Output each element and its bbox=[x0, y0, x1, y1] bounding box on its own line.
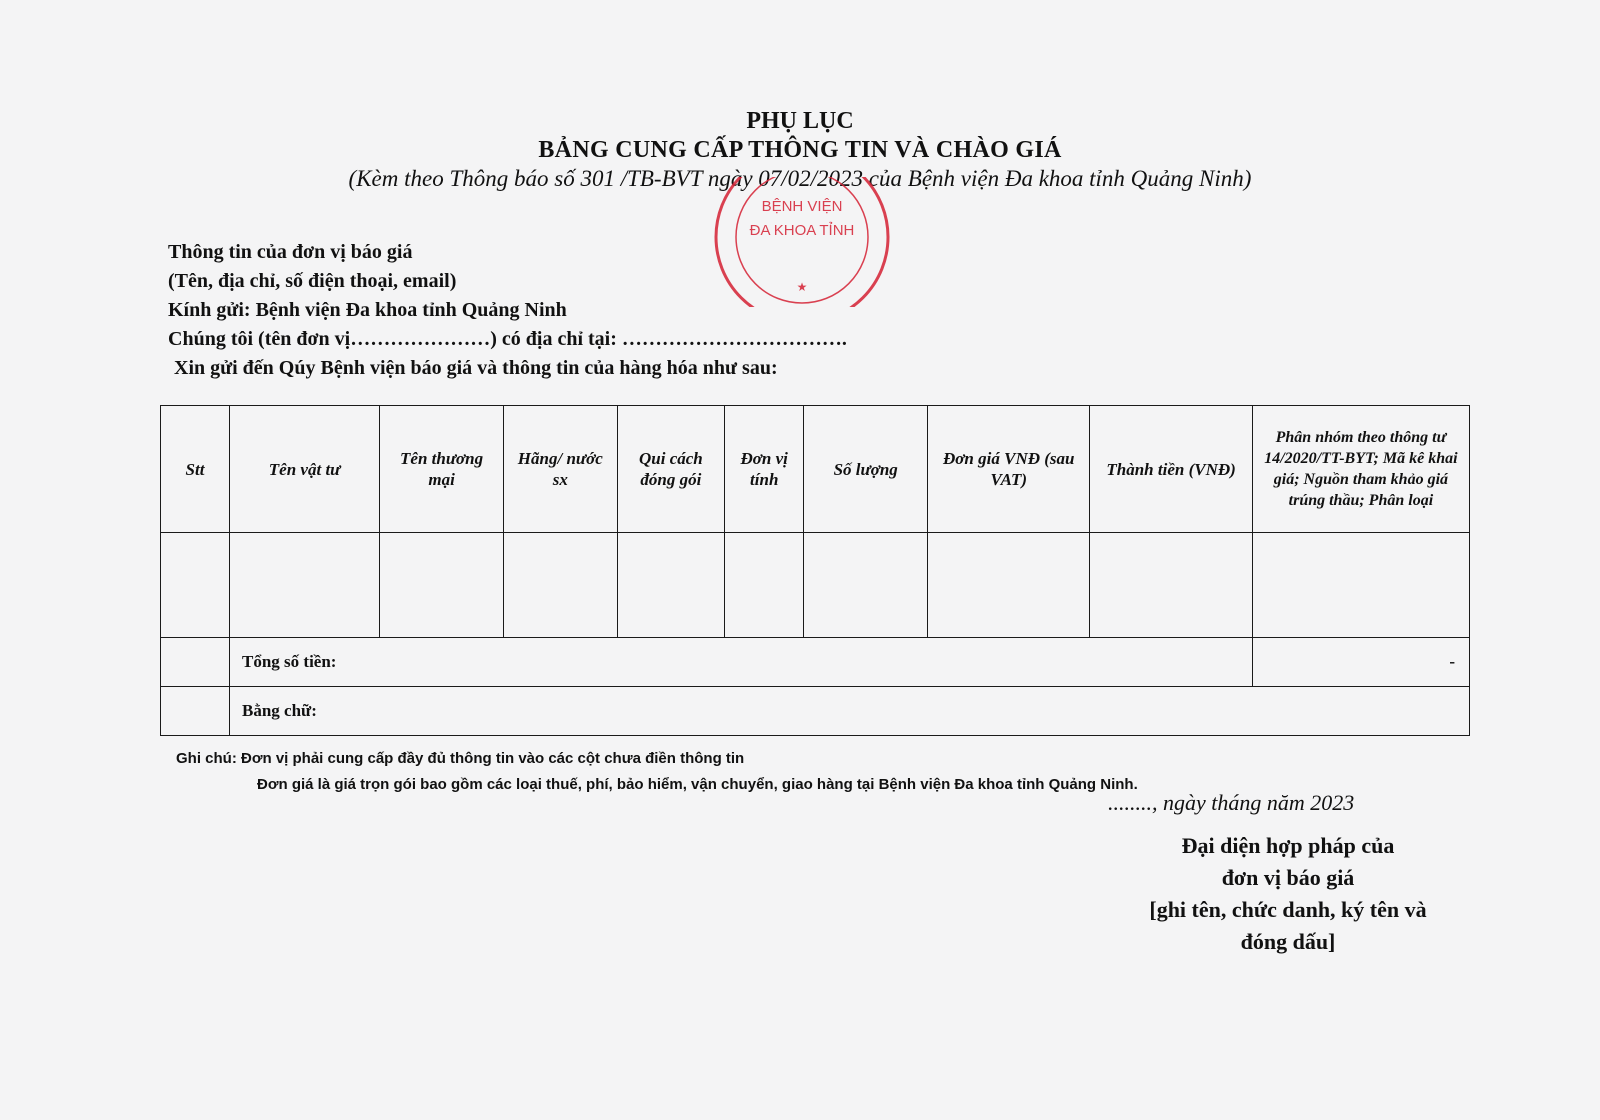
date-line: ........, ngày tháng năm 2023 bbox=[1108, 790, 1355, 815]
total-label: Tổng số tiền: bbox=[230, 638, 1253, 687]
total-value[interactable]: - bbox=[1252, 638, 1469, 687]
table-cell[interactable] bbox=[503, 533, 617, 638]
info-line-5: Xin gửi đến Qúy Bệnh viện báo giá và thông tin của hàng hóa như sau: bbox=[174, 357, 778, 379]
info-line-1: Thông tin của đơn vị báo giá bbox=[168, 241, 413, 263]
col-header-unit-price: Đơn giá VNĐ (sau VAT) bbox=[928, 406, 1090, 533]
representative-block bbox=[1108, 830, 1468, 958]
table-cell bbox=[161, 638, 230, 687]
form-subtitle: (Kèm theo Thông báo số 301 /TB-BVT ngày 07/02/2023 của Bệnh viện Đa khoa tỉnh Quảng Ninh) bbox=[348, 166, 1252, 191]
total-row bbox=[161, 638, 1470, 687]
appendix-title: PHỤ LỤC bbox=[746, 108, 854, 134]
rep-line-2: đơn vị báo giá bbox=[1221, 865, 1355, 890]
stamp-text-line1: BỆNH VIỆN bbox=[761, 198, 843, 215]
notes-block bbox=[176, 746, 1138, 798]
table-cell[interactable] bbox=[230, 533, 380, 638]
info-line-3: Kính gửi: Bệnh viện Đa khoa tỉnh Quảng Ninh bbox=[168, 299, 567, 321]
col-header-manufacturer: Hãng/ nước sx bbox=[503, 406, 617, 533]
table-cell[interactable] bbox=[1252, 533, 1469, 638]
table-cell[interactable] bbox=[617, 533, 725, 638]
info-line-2: (Tên, địa chỉ, số điện thoại, email) bbox=[168, 270, 457, 292]
table-cell[interactable] bbox=[380, 533, 504, 638]
col-header-item-name: Tên vật tư bbox=[230, 406, 380, 533]
rep-line-3: [ghi tên, chức danh, ký tên và bbox=[1149, 897, 1427, 922]
table-cell[interactable] bbox=[804, 533, 928, 638]
amount-in-words-label[interactable]: Bằng chữ: bbox=[230, 687, 1470, 736]
form-heading: BẢNG CUNG CẤP THÔNG TIN VÀ CHÀO GIÁ bbox=[538, 137, 1062, 163]
vendor-info-block bbox=[168, 238, 847, 383]
rep-line-4: đóng dấu] bbox=[1240, 929, 1336, 954]
col-header-amount: Thành tiền (VNĐ) bbox=[1090, 406, 1252, 533]
table-cell[interactable] bbox=[1090, 533, 1252, 638]
col-header-quantity: Số lượng bbox=[804, 406, 928, 533]
quote-table bbox=[160, 405, 1470, 736]
table-cell[interactable] bbox=[928, 533, 1090, 638]
col-header-trade-name: Tên thương mại bbox=[380, 406, 504, 533]
table-cell[interactable] bbox=[725, 533, 804, 638]
col-header-unit: Đơn vị tính bbox=[725, 406, 804, 533]
stamp-star-icon: ★ bbox=[796, 280, 808, 294]
signature-block bbox=[1108, 790, 1468, 958]
table-row bbox=[161, 533, 1470, 638]
table-cell[interactable] bbox=[161, 533, 230, 638]
col-header-packaging: Qui cách đóng gói bbox=[617, 406, 725, 533]
table-cell bbox=[161, 687, 230, 736]
stamp-text-line2: ĐA KHOA TỈNH bbox=[749, 222, 855, 239]
col-header-classification: Phân nhóm theo thông tư 14/2020/TT-BYT; Mã kê khai giá; Nguồn tham khảo giá trúng thầu; Phân loại bbox=[1252, 406, 1469, 533]
info-line-4: Chúng tôi (tên đơn vị…………………) có địa chỉ tại: ……………………………. bbox=[168, 328, 847, 350]
rep-line-1: Đại diện hợp pháp của bbox=[1181, 833, 1395, 858]
col-header-stt: Stt bbox=[161, 406, 230, 533]
amount-in-words-row bbox=[161, 687, 1470, 736]
note-line-1: Ghi chú: Đơn vị phải cung cấp đầy đủ thông tin vào các cột chưa điền thông tin bbox=[176, 750, 745, 767]
table-header-row bbox=[161, 406, 1470, 533]
note-line-2: Đơn giá là giá trọn gói bao gồm các loại thuế, phí, bảo hiểm, vận chuyển, giao hàng tại Bệnh viện Đa khoa tỉnh Quảng Ninh. bbox=[257, 776, 1138, 793]
